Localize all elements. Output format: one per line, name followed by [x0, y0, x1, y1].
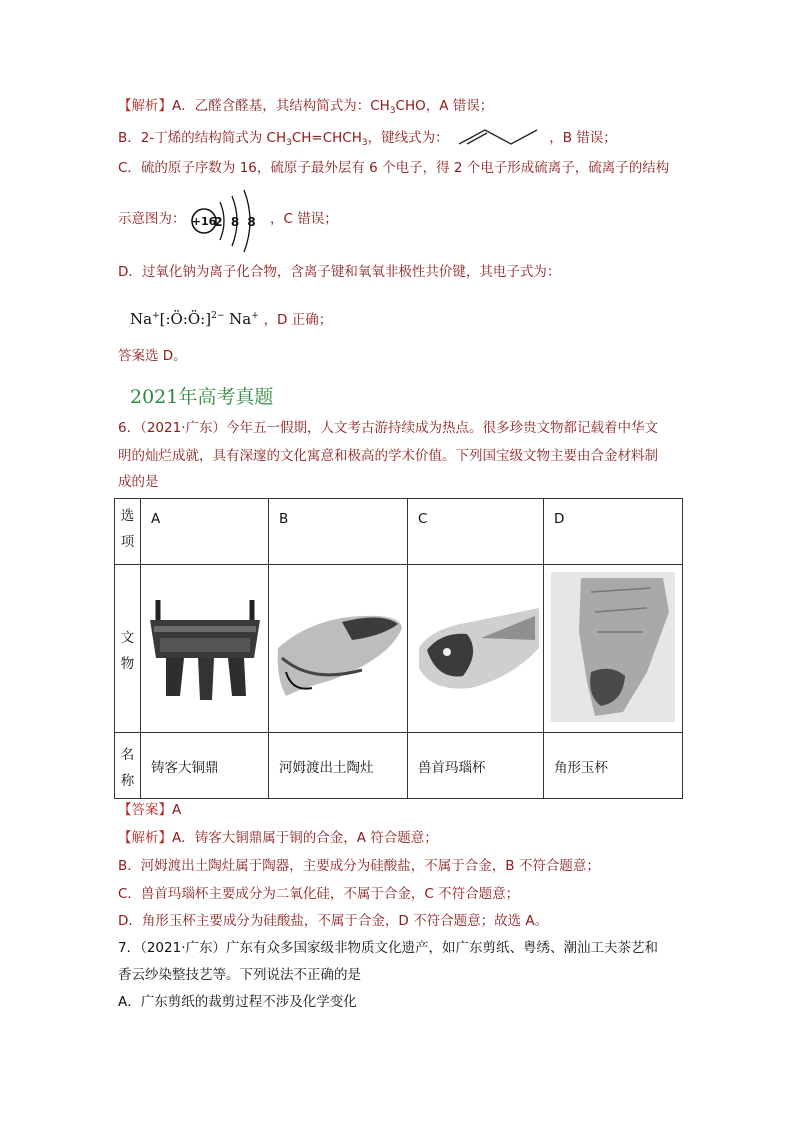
analysis-b-line: B．2-丁烯的结构简式为 $CH_3CH=CHCH_3$，键线式为： ，B 错误； [118, 127, 617, 153]
analysis-answer: 答案选 D。 [118, 348, 187, 364]
q6-analysis-b: B．河姆渡出土陶灶属于陶器，主要成分为硅酸盐，不属于合金，B 不符合题意； [118, 858, 600, 874]
option-c-header: C [408, 499, 544, 565]
nucleus-label: +16 [191, 215, 217, 228]
q6-stem-line3: 成的是 [118, 474, 159, 490]
q6-answer: 【答案】A [118, 802, 182, 818]
artifact-name-c: 兽首玛瑙杯 [408, 733, 544, 799]
table-row [115, 499, 683, 565]
horn-jade-cup-image [544, 565, 683, 733]
analysis-c-line2: 示意图为： [118, 211, 186, 227]
analysis-a-line: 【解析】A．乙醛含醛基，其结构简式为：$CH_3CHO$，A 错误； [118, 98, 494, 116]
artifact-name-a: 铸客大铜鼎 [141, 733, 269, 799]
pottery-stove-image [269, 565, 408, 733]
table-row [115, 733, 683, 799]
analysis-c-tail: ，C 错误； [270, 211, 338, 227]
agate-cup-image [408, 565, 544, 733]
section-heading: 2021年高考真题 [130, 386, 274, 408]
artifact-name-b: 河姆渡出土陶灶 [269, 733, 408, 799]
q6-analysis-d: D．角形玉杯主要成分为硅酸盐，不属于合金，D 不符合题意；故选 A。 [118, 913, 549, 929]
option-d-header: D [544, 499, 683, 565]
row-label-artifact: 文 物 [115, 565, 141, 733]
q7-option-a: A．广东剪纸的裁剪过程不涉及化学变化 [118, 994, 357, 1010]
skeletal-formula-icon [457, 127, 541, 147]
sulfide-ion-structure-diagram [190, 184, 270, 254]
q6-stem-line1: 6．（2021·广东）今年五一假期，人文考古游持续成为热点。很多珍贵文物都记载着中华文 [118, 420, 658, 436]
option-b-header: B [269, 499, 408, 565]
q7-stem-line1: 7．（2021·广东）广东有众多国家级非物质文化遗产，如广东剪纸、粤绣、潮汕工夫茶艺和 [118, 940, 658, 956]
analysis-c-line: C．硫的原子序数为 16，硫原子最外层有 6 个电子，得 2 个电子形成硫离子，硫离子的结构 [118, 160, 670, 176]
q7-stem-line2: 香云纱染整技艺等。下列说法不正确的是 [118, 967, 361, 983]
artifact-name-d: 角形玉杯 [544, 733, 683, 799]
q6-options-table [114, 498, 683, 799]
row-label-option: 选 项 [115, 499, 141, 565]
shell-electrons-label: 2 8 8 [214, 215, 258, 229]
q6-analysis-a: 【解析】A．铸客大铜鼎属于铜的合金，A 符合题意； [118, 830, 438, 846]
q6-analysis-c: C．兽首玛瑙杯主要成分为二氧化硅，不属于合金，C 不符合题意； [118, 886, 520, 902]
electron-formula: Na+[:Ö:Ö:]$^{2-}$ Na+ ，D 正确； [130, 310, 333, 328]
q6-stem-line2: 明的灿烂成就，具有深邃的文化寓意和极高的学术价值。下列国宝级文物主要由合金材料制 [118, 448, 658, 464]
bronze-ding-image [141, 565, 269, 733]
table-row [115, 565, 683, 733]
analysis-d-line: D．过氧化钠为离子化合物，含离子键和氧氧非极性共价键，其电子式为： [118, 264, 561, 280]
option-a-header: A [141, 499, 269, 565]
row-label-name: 名 称 [115, 733, 141, 799]
